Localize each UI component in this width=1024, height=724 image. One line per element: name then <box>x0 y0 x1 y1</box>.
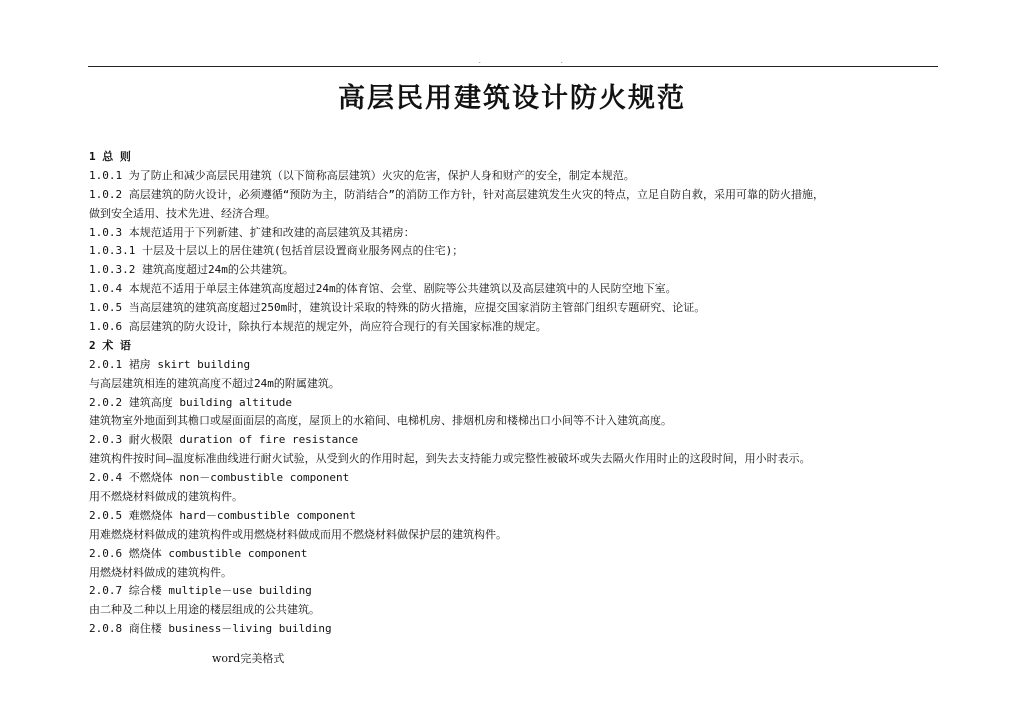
body-line: 1.0.3.2 建筑高度超过24m的公共建筑。 <box>89 263 294 277</box>
body-line: 2.0.3 耐火极限 duration of fire resistance <box>89 433 359 447</box>
body-line: 1.0.5 当高层建筑的建筑高度超过250m时，建筑设计采取的特殊的防火措施，应提交国家消防主管部门组织专题研究、论证。 <box>89 301 706 315</box>
body-line: 2.0.5 难燃烧体 hard－combustible component <box>89 508 356 522</box>
body-line: 1.0.3 本规范适用于下列新建、扩建和改建的高层建筑及其裙房： <box>89 225 415 239</box>
body-line: 用不燃烧材料做成的建筑构件。 <box>89 490 243 504</box>
body-line: 1.0.2 高层建筑的防火设计，必须遵循“预防为主，防消结合”的消防工作方针，针对高层建筑发生火灾的特点，立足自防自救，采用可靠的防火措施， <box>89 187 824 201</box>
body-line: 2.0.1 裙房 skirt building <box>89 357 251 371</box>
body-line: 做到安全适用、技术先进、经济合理。 <box>89 206 276 220</box>
body-line: 2.0.4 不燃烧体 non－combustible component <box>89 471 350 485</box>
body-line: 1.0.6 高层建筑的防火设计，除执行本规范的规定外，尚应符合现行的有关国家标准的规定。 <box>89 320 547 334</box>
body-line: 2.0.2 建筑高度 building altitude <box>89 395 292 409</box>
body-line: 用燃烧材料做成的建筑构件。 <box>89 565 232 579</box>
body-line: 建筑构件按时间—温度标准曲线进行耐火试验，从受到火的作用时起，到失去支持能力或完整性被破坏或失去隔火作用时止的这段时间，用小时表示。 <box>89 452 811 466</box>
body-line: 2.0.6 燃烧体 combustible component <box>89 546 308 560</box>
body-line: 与高层建筑相连的建筑高度不超过24m的附属建筑。 <box>89 376 340 390</box>
section-heading: 2 术 语 <box>89 338 131 352</box>
header-dot-right: . <box>560 58 564 65</box>
header-dot-left: . <box>478 58 482 65</box>
section-heading: 1 总 则 <box>89 150 131 163</box>
footer-note: word完美格式 <box>212 652 285 665</box>
document-body <box>89 148 949 639</box>
body-line: 建筑物室外地面到其檐口或屋面面层的高度，屋顶上的水箱间、电梯机房、排烟机房和楼梯出口小间等不计入建筑高度。 <box>89 414 672 428</box>
body-line: 1.0.4 本规范不适用于单层主体建筑高度超过24m的体育馆、会堂、剧院等公共建筑以及高层建筑中的人民防空地下室。 <box>89 282 677 296</box>
document-title: 高层民用建筑设计防火规范 <box>338 83 686 114</box>
body-line: 2.0.8 商住楼 business－living building <box>89 622 332 636</box>
header-rule <box>88 66 938 67</box>
body-line: 1.0.1 为了防止和减少高层民用建筑（以下简称高层建筑）火灾的危害，保护人身和财产的安全，制定本规范。 <box>89 168 635 182</box>
body-line: 用难燃烧材料做成的建筑构件或用燃烧材料做成而用不燃烧材料做保护层的建筑构件。 <box>89 527 507 541</box>
body-line: 由二种及二种以上用途的楼层组成的公共建筑。 <box>89 603 320 617</box>
body-line: 2.0.7 综合楼 multiple－use building <box>89 584 312 598</box>
body-line: 1.0.3.1 十层及十层以上的居住建筑(包括首层设置商业服务网点的住宅)； <box>89 244 464 258</box>
